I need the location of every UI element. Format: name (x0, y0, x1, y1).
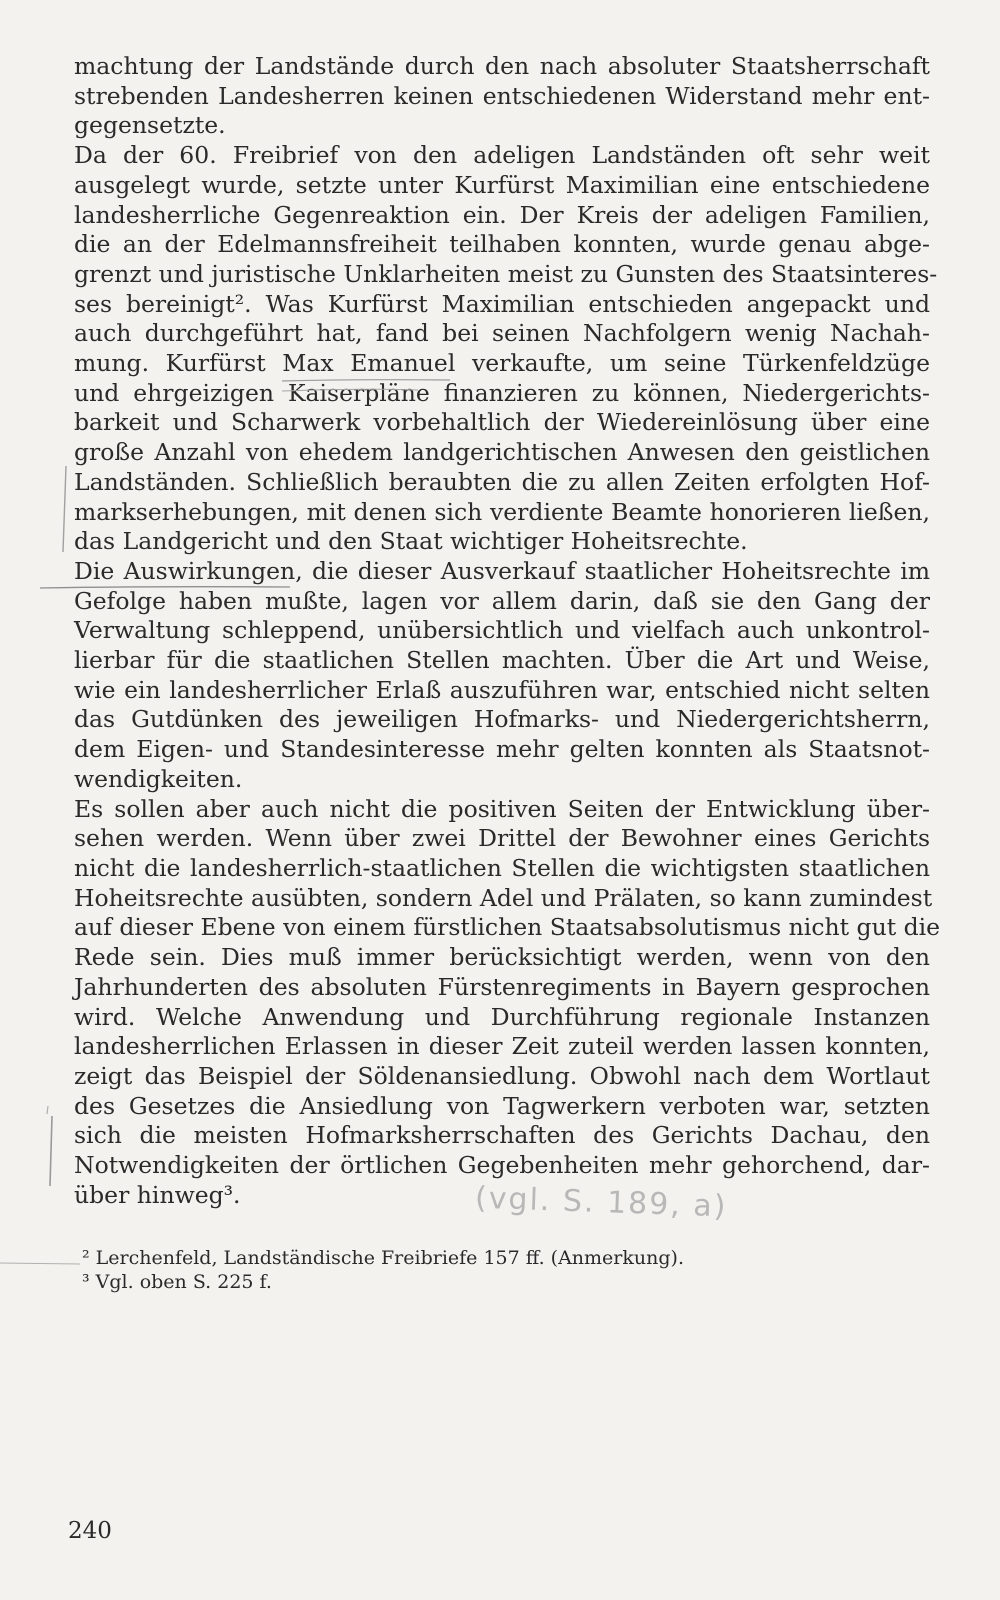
text-line: wendigkeiten. (74, 764, 243, 793)
text-line: markserhebungen, mit denen sich verdiente Beamte honorieren ließen, (74, 497, 930, 526)
paragraph-2 (74, 141, 938, 557)
text-line: das Gutdünken des jeweiligen Hofmarks- und Niedergerichtsherrn, (74, 705, 930, 734)
margin-line-2 (50, 1116, 52, 1186)
page-number: 240 (68, 1518, 112, 1544)
text-line: das Landgericht und den Staat wichtiger Hoheitsrechte. (74, 527, 748, 556)
paragraph-3 (74, 557, 930, 795)
footnotes (82, 1246, 684, 1294)
text-line: sich die meisten Hofmarksherrschaften des Gerichts Dachau, den (74, 1121, 930, 1150)
text-line: Jahrhunderten des absoluten Fürstenregiments in Bayern gesprochen (74, 972, 930, 1001)
text-line: ausgelegt wurde, setzte unter Kurfürst Maximilian eine entschiedene (74, 170, 930, 199)
text-line: strebenden Landesherren keinen entschiedenen Widerstand mehr ent- (74, 81, 930, 110)
text-line: Da der 60. Freibrief von den adeligen Landständen oft sehr weit (74, 141, 930, 170)
text-line: Es sollen aber auch nicht die positiven Seiten der Entwicklung über- (74, 794, 930, 823)
text-line: auch durchgeführt hat, fand bei seinen Nachfolgern wenig Nachah- (74, 319, 930, 348)
text-line: große Anzahl von ehedem landgerichtischen Anwesen den geistlichen (74, 438, 930, 467)
text-line: nicht die landesherrlich-staatlichen Stellen die wichtigsten staatlichen (74, 853, 930, 882)
text-line: zeigt das Beispiel der Söldenansiedlung. Obwohl nach dem Wortlaut (74, 1061, 930, 1090)
text-line: dem Eigen- und Standesinteresse mehr gelten konnten als Staatsnot- (74, 735, 930, 764)
text-line: die an der Edelmannsfreiheit teilhaben konnten, wurde genau abge- (74, 230, 930, 259)
text-line: lierbar für die staatlichen Stellen machten. Über die Art und Weise, (74, 646, 930, 675)
text-line: auf dieser Ebene von einem fürstlichen Staatsabsolutismus nicht gut die (74, 913, 941, 942)
margin-tick (47, 1106, 48, 1114)
text-line: gegensetzte. (74, 111, 226, 140)
footnote-3: ³ Vgl. oben S. 225 f. (82, 1271, 272, 1293)
text-line: Notwendigkeiten der örtlichen Gegebenheiten mehr gehorchend, dar- (74, 1151, 930, 1180)
text-line: mung. Kurfürst Max Emanuel verkaufte, um seine Türkenfeldzüge (74, 349, 930, 378)
text-line: landesherrlichen Erlassen in dieser Zeit zuteil werden lassen konnten, (74, 1032, 930, 1061)
text-line: Die Auswirkungen, die dieser Ausverkauf staatlicher Hoheitsrechte im (74, 556, 930, 585)
text-line: Rede sein. Dies muß immer berücksichtigt werden, wenn von den (74, 943, 930, 972)
text-line: wird. Welche Anwendung und Durchführung regionale Instanzen (74, 1002, 930, 1031)
body-text (74, 52, 941, 1210)
text-line: Hoheitsrechte ausübten, sondern Adel und Prälaten, so kann zumindest (74, 883, 933, 912)
text-line: Landständen. Schließlich beraubten die zu allen Zeiten erfolgten Hof- (74, 467, 930, 496)
text-line: sehen werden. Wenn über zwei Drittel der Bewohner eines Gerichts (74, 824, 930, 853)
text-line: machtung der Landstände durch den nach absoluter Staatsherrschaft (74, 52, 930, 80)
text-line: Gefolge haben mußte, lagen vor allem darin, daß sie den Gang der (74, 586, 930, 615)
footnote-2: ² Lerchenfeld, Landständische Freibriefe 157 ff. (Anmerkung). (82, 1247, 684, 1269)
paragraph-4 (74, 794, 941, 1211)
text-line: des Gesetzes die Ansiedlung von Tagwerkern verboten war, setzten (74, 1091, 930, 1120)
text-line: grenzt und juristische Unklarheiten meist zu Gunsten des Staatsinteres- (74, 259, 938, 288)
text-line: barkeit und Scharwerk vorbehaltlich der Wiedereinlösung über eine (74, 408, 930, 437)
text-line: landesherrliche Gegenreaktion ein. Der Kreis der adeligen Familien, (74, 200, 930, 229)
text-line: und ehrgeizigen Kaiserpläne finanzieren zu können, Niedergerichts- (74, 378, 930, 407)
text-line: über hinweg³. (74, 1180, 241, 1209)
text-line: wie ein landesherrlicher Erlaß auszuführen war, entschied nicht selten (74, 675, 930, 704)
text-line: ses bereinigt². Was Kurfürst Maximilian entschieden angepackt und (74, 289, 930, 318)
handwritten-note: (vgl. S. 189, a) (474, 1180, 728, 1225)
margin-line-1 (63, 466, 66, 552)
footnote-leader (0, 1263, 80, 1264)
text-line: Verwaltung schleppend, unübersichtlich und vielfach auch unkontrol- (74, 616, 930, 645)
paragraph-1 (74, 52, 930, 141)
